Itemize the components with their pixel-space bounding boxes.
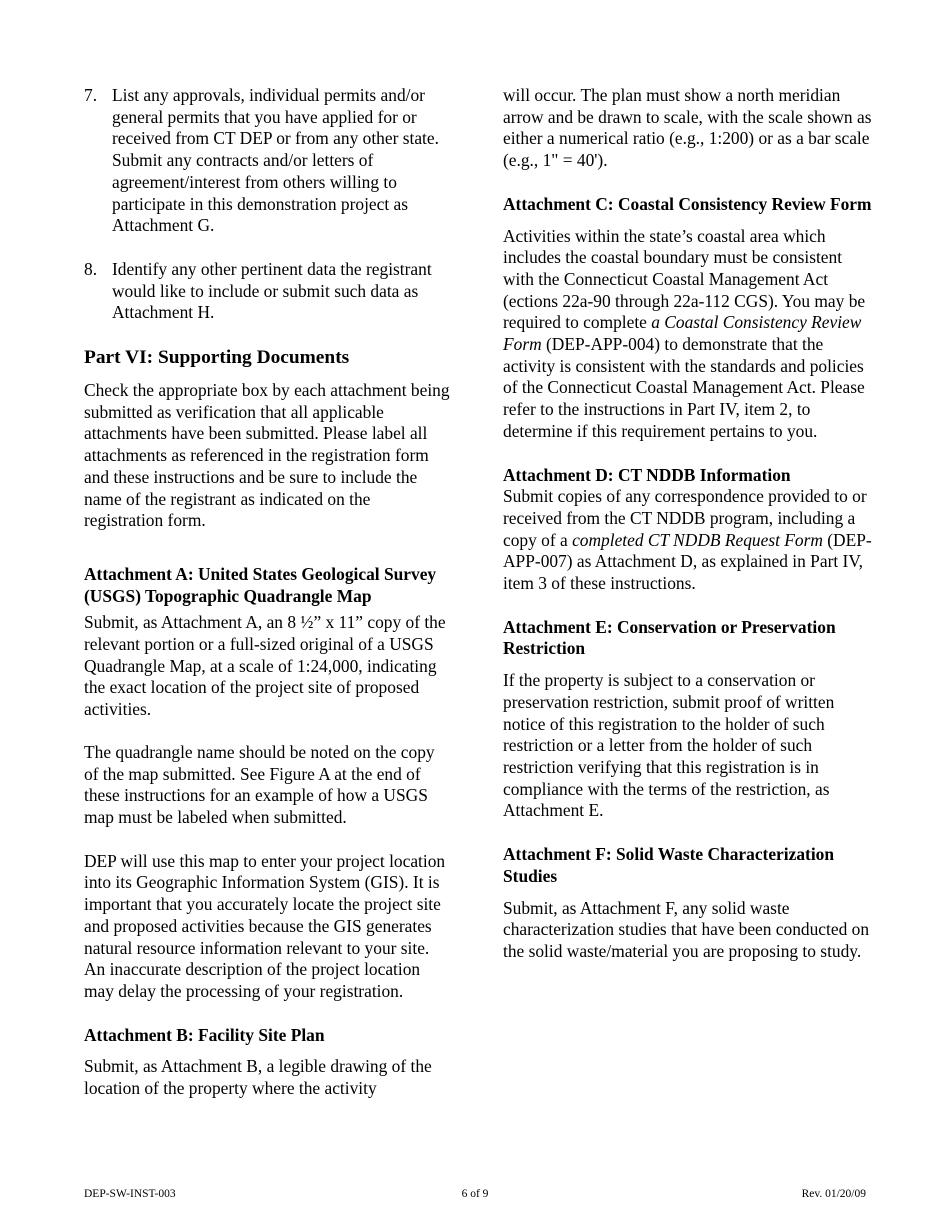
attachment-a-paragraph-3: DEP will use this map to enter your project location into its Geographic Information System (GIS). It is important that you accurately locate the project site and proposed activities because the GIS generates natural resource information relevant to your site. An inaccurate description of the project location may delay the processing of your registration. xyxy=(84,850,446,1001)
attachment-b-paragraph: Submit, as Attachment B, a legible drawing of the location of the property where the activity xyxy=(84,1056,432,1099)
list-item-text: List any approvals, individual permits and/or general permits that you have applied for or received from CT DEP or from any other state. Submit any contracts and/or letters of agreement/interest from others willing to participate in this demonstration project as Attachment G. xyxy=(112,85,439,236)
attachment-b-continued: will occur. The plan must show a north meridian arrow and be drawn to scale, with the scale shown as either a numerical ratio (e.g., 1:200) or as a bar scale (e.g., 1" = 40'). xyxy=(503,85,872,171)
attachment-d-heading: Attachment D: CT NDDB Information xyxy=(503,464,791,485)
attachment-d-form-name: completed CT NDDB Request Form xyxy=(572,529,823,550)
part6-paragraph: Check the appropriate box by each attachment being submitted as verification that all applicable attachments have been submitted. Please label all attachments as referenced in the registration form and these instructions and be sure to include the name of the registrant as indicated on the registration form. xyxy=(84,380,450,531)
attachment-c-text-2: (DEP-APP-004) to demonstrate that the activity is consistent with the standards and policies of the Connecticut Coastal Management Act. Please refer to the instructions in Part IV, item 2, to determine if this requirement pertains to you. xyxy=(503,334,865,441)
attachment-a-heading: Attachment A: United States Geological Survey (USGS) Topographic Quadrangle Map xyxy=(84,563,437,606)
footer-document-id: DEP-SW-INST-003 xyxy=(84,1188,176,1200)
attachment-c-paragraph xyxy=(503,226,875,443)
list-item-7 xyxy=(84,85,452,237)
part6-heading: Part VI: Supporting Documents xyxy=(84,347,350,369)
attachment-a-paragraph-2: The quadrangle name should be noted on the copy of the map submitted. See Figure A at the end of these instructions for an example of how a USGS map must be labeled when submitted. xyxy=(84,741,435,827)
attachment-f-paragraph: Submit, as Attachment F, any solid waste characterization studies that have been conducted on the solid waste/material you are proposing to study. xyxy=(503,897,870,961)
right-column xyxy=(503,85,875,963)
attachment-d-text-2: (DEP-APP-007) as Attachment D, as explained in Part IV, item 3 of these instructions. xyxy=(503,529,872,594)
attachment-c-heading: Attachment C: Coastal Consistency Review Form xyxy=(503,193,872,214)
attachment-f-heading: Attachment F: Solid Waste Characterization Studies xyxy=(503,844,835,886)
attachment-a-paragraph-1: Submit, as Attachment A, an 8 ½” x 11” copy of the relevant portion or a full-sized original of a USGS Quadrangle Map, at a scale of 1:24,000, indicating the exact location of the project site of proposed activities. xyxy=(84,612,446,720)
footer-page-number: 6 of 9 xyxy=(461,1188,489,1200)
footer-revision: Rev. 01/20/09 xyxy=(801,1188,866,1200)
left-column xyxy=(84,85,452,1100)
attachment-d-text-1: Submit copies of any correspondence provided to or received from the CT NDDB program, including a copy of a xyxy=(503,486,867,550)
attachment-c-form-name: a Coastal Consistency Review Form xyxy=(503,312,862,355)
attachment-c-text-1: Activities within the state’s coastal area which includes the coastal boundary must be consistent with the Connecticut Coastal Management Act (ections 22a-90 through 22a-112 CGS). You may be required to complete xyxy=(503,225,866,333)
list-item-text: Identify any other pertinent data the registrant would like to include or submit such data as Attachment H. xyxy=(112,258,432,323)
attachment-e-heading: Attachment E: Conservation or Preservation Restriction xyxy=(503,616,836,659)
attachment-d-paragraph xyxy=(503,486,875,595)
attachment-e-paragraph: If the property is subject to a conservation or preservation restriction, submit proof of written notice of this registration to the holder of such restriction or a letter from the holder of such restriction verifying that this registration is in compliance with the terms of the restriction, as Attachment E. xyxy=(503,670,835,821)
list-number: 7. xyxy=(84,85,98,105)
list-item-8 xyxy=(84,259,452,324)
attachment-b-heading: Attachment B: Facility Site Plan xyxy=(84,1024,325,1045)
list-number: 8. xyxy=(84,258,98,279)
